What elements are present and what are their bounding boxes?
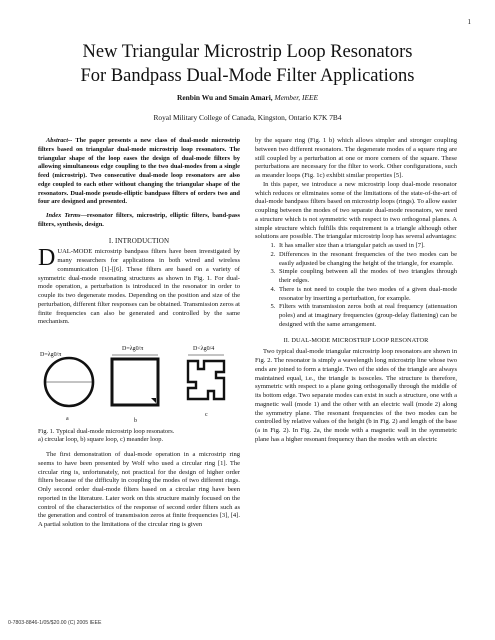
author-role: Member, IEEE [274, 93, 318, 102]
section-heading-resonator: II. DUAL-MODE MICROSTRIP LOOP RESONATOR [283, 336, 429, 344]
left-column [38, 137, 240, 530]
drop-cap: D [38, 245, 56, 272]
author-names: Renbin Wu and Smain Amari, [176, 93, 273, 102]
section-heading-introduction: I. INTRODUCTION [108, 236, 170, 245]
fig1-sub-b: b [134, 418, 137, 424]
advantages-list [255, 242, 457, 330]
advantage-item: 2. Differences in the resonant frequencies of the two modes can be easily adjusted be changing the height of the triangle, for example. [277, 251, 457, 269]
intro-paragraph-1 [38, 245, 240, 327]
fig1-sub-c: c [205, 412, 208, 418]
fig1-sub-a: a [66, 416, 69, 422]
index-terms-text: —resonator filters, microstrip, elliptic filters, band-pass filters, synthesis, design. [38, 212, 240, 228]
abstract-lead: Abstract-- [46, 137, 73, 144]
affiliation: Royal Military College of Canada, Kingston, Ontario K7K 7B4 [153, 113, 342, 122]
index-terms [38, 212, 240, 230]
fig1-caption-line-1: Fig. 1. Typical dual-mode microstrip loop resonators. [38, 428, 175, 435]
fig1-label-c-dim: D<λg0/4 [193, 346, 215, 352]
figure-1-caption [38, 428, 240, 444]
intro-paragraph-3: by the square ring (Fig. 1 b) which allows simpler and stronger coupling between two different resonators. The degenerate modes of a square ring are still coupled by a perturbation at one or more corners of the square. These perturbations are necessary for the filter to work. Other configurations, such as meander loops (Fig. 1c) exhibit similar properties [5]. [255, 137, 457, 179]
index-terms-lead: Index Terms [46, 212, 81, 219]
fig1-label-b-dim: D=λg0/π [122, 346, 144, 352]
advantage-item: 3. Simple coupling between all the modes of two triangles through their edges. [277, 268, 457, 286]
fig1-label-a-dim: D=λg0/π [40, 352, 62, 358]
title-line-2: For Bandpass Dual-Mode Filter Applications [80, 66, 415, 86]
square-loop-corner-perturbation [151, 398, 156, 403]
advantage-item: 5. Filters with transmission zeros both at real frequency (attenuation poles) and at imaginary frequencies (group-delay flattening) can be designed with the same arrangement. [277, 303, 457, 329]
advantage-item: 1. It has smaller size than a triangular patch as used in [7]. [277, 242, 457, 251]
authors [40, 93, 455, 102]
intro-paragraph-2: The first demonstration of dual-mode operation in a microstrip ring seems to have been presented by Wolf who used a circular ring [1]. The circular ring is, unfortunately, not practical for the design of higher order filters because of the difficulty in coupling the modes of two different rings. Only second order dual-mode filters based on a circular ring have been reported in the literature. Later work on this structure mainly focused on the control of the characteristics of the response of second order filters such as the generation and control of transmission zeros at finite frequencies [3], [4]. A partial solution to the limitations of the circular ring is given [38, 451, 240, 528]
resonator-paragraph-1: Two typical dual-mode triangular microstrip loop resonators are shown in Fig. 2. The resonator is simply a wavelength long microstrip line whose two ends are joined to form a triangle. Two of the sides of the triangle are always maintained equal, i.e., the triangle is isosceles. The structure is therefore, symmetric with respect to a plane going orthogonally through the middle of its bottom edge. Two separate modes can exist in such a structure, one with a magnetic wall (mode 1) and the other with an electric wall (mode 2) along the symmetry plane. The resonant frequencies of the two modes can be controlled by relative values of the height (b in Fig. 2) and length of the base (a in Fig. 2). In Fig. 2a, the mode with a magnetic wall in the symmetric plane has a higher resonant frequency than the modes with an electric [255, 348, 457, 443]
abstract-text: The paper presents a new class of dual-mode microstrip filters based on triangular dual-mode microstrip loop resonators. The triangular shape of the loop eases the design of dual-mode filters by allowing simultaneous edge coupling to the two dual-modes from a single feed (microstrip). Two consecutive dual-mode loop resonators are also edge coupled to each other without changing the triangular shape of the resonators. Dual-mode pseudo-elliptic bandpass filters of orders two and four are designed and presented. [38, 137, 240, 206]
title-line-1: New Triangular Microstrip Loop Resonators [82, 42, 413, 62]
abstract [38, 137, 240, 207]
fig1-caption-line-2: a) circular loop, b) square loop, c) meander loop. [38, 436, 164, 443]
meander-loop [188, 361, 224, 399]
figure-1 [38, 331, 240, 427]
page-number: 1 [467, 18, 471, 26]
paper-title [40, 40, 455, 88]
right-column [255, 137, 457, 445]
intro-paragraph-4: In this paper, we introduce a new microstrip loop dual-mode resonator which reduces or eliminates some of the limitations of the state-of-the-art of dual-mode bandpass filters based on microstrip loops (rings). To allow easier coupling between the modes of two separate dual-mode resonators, we need a structure which is not symmetric with respect to two orthogonal planes. A simple structure which fulfills this requirement is a triangle although other solutions are possible. The triangular microstrip loop has several advantages: [255, 180, 457, 241]
intro-paragraph-1-text: UAL-MODE microstrip bandpass filters have been investigated by many researchers for applications in both wired and wireless communication [1]-[[6]. These filters are based on a variety of symmetric dual-mode resonating structures as shown in Fig. 1. For dual-mode operation, a perturbation is introduced in the resonator in order to couple its two degenerate modes. Depending on the position and size of the perturbation, different filter responses can be obtained. Transmission zeros at finite frequencies can also be generated and controlled by the same mechanism. [38, 248, 240, 326]
advantage-item: 4. There is not need to couple the two modes of a given dual-mode resonator by inserting a perturbation, for example. [277, 286, 457, 304]
copyright-footer: 0-7803-8846-1/05/$20.00 (C) 2005 IEEE [8, 620, 102, 626]
